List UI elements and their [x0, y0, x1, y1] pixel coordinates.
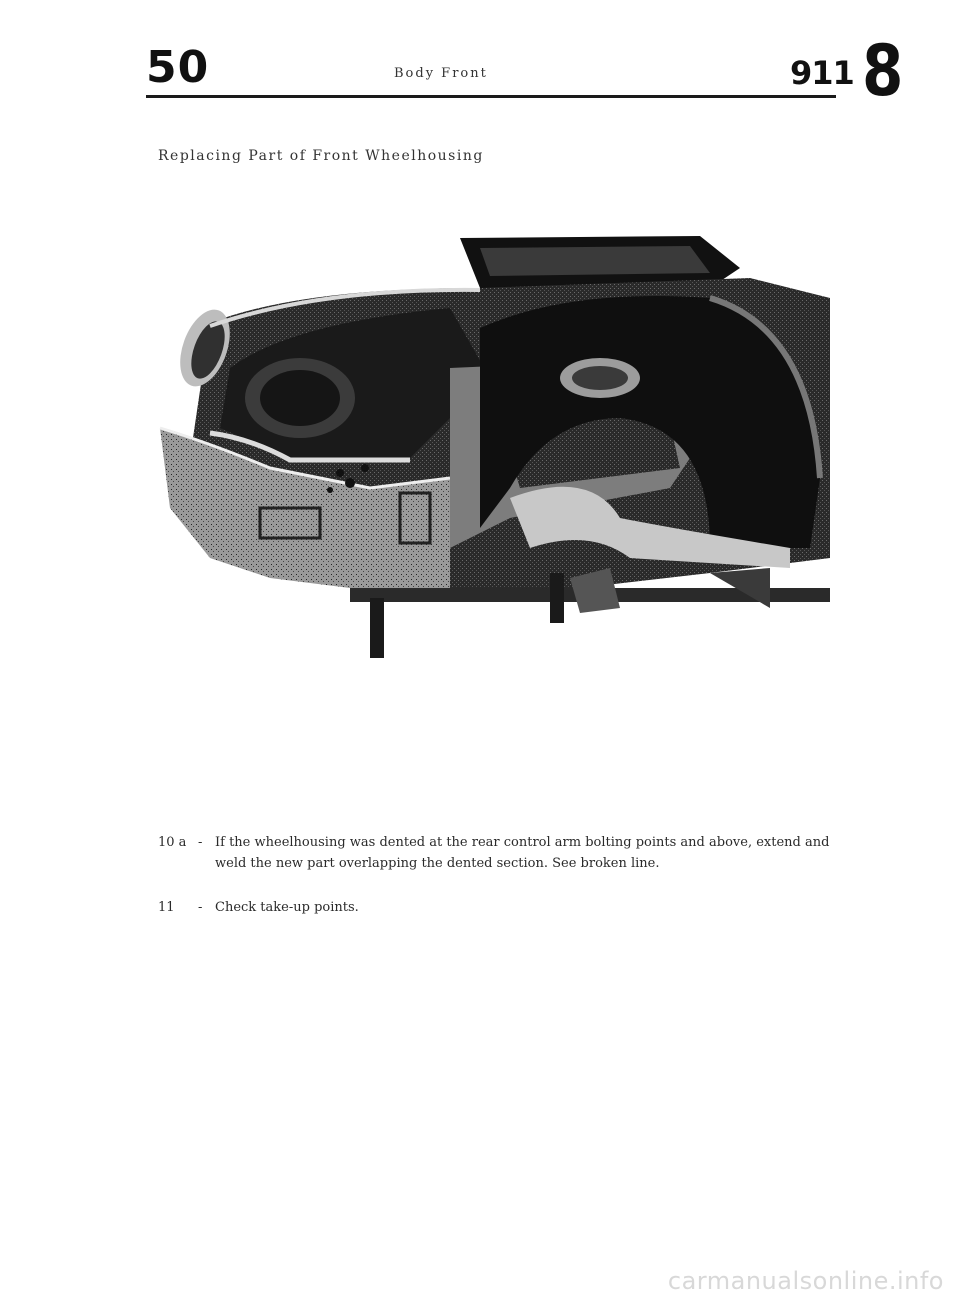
step-text-line: weld the new part overlapping the dented section. See broken line.	[215, 856, 660, 871]
step-text-line: Check take-up points.	[215, 900, 359, 915]
model-number: 911	[790, 54, 854, 92]
step-number: 10 a	[158, 835, 187, 850]
watermark: carmanualsonline.info	[667, 1267, 944, 1295]
step-dash: -	[198, 835, 203, 850]
page-number: 50	[146, 42, 210, 93]
step-dash: -	[198, 900, 203, 915]
step-text-line: If the wheelhousing was dented at the rear control arm bolting points and above, extend and	[215, 835, 830, 850]
group-number: 8	[862, 30, 904, 112]
step-10a	[158, 832, 838, 876]
step-number: 11	[158, 900, 175, 915]
page-heading: Replacing Part of Front Wheelhousing	[158, 148, 484, 164]
wheelhousing-photo	[150, 228, 840, 668]
section-title: Body Front	[394, 66, 488, 81]
header-rule	[146, 95, 836, 98]
step-11	[158, 897, 838, 919]
